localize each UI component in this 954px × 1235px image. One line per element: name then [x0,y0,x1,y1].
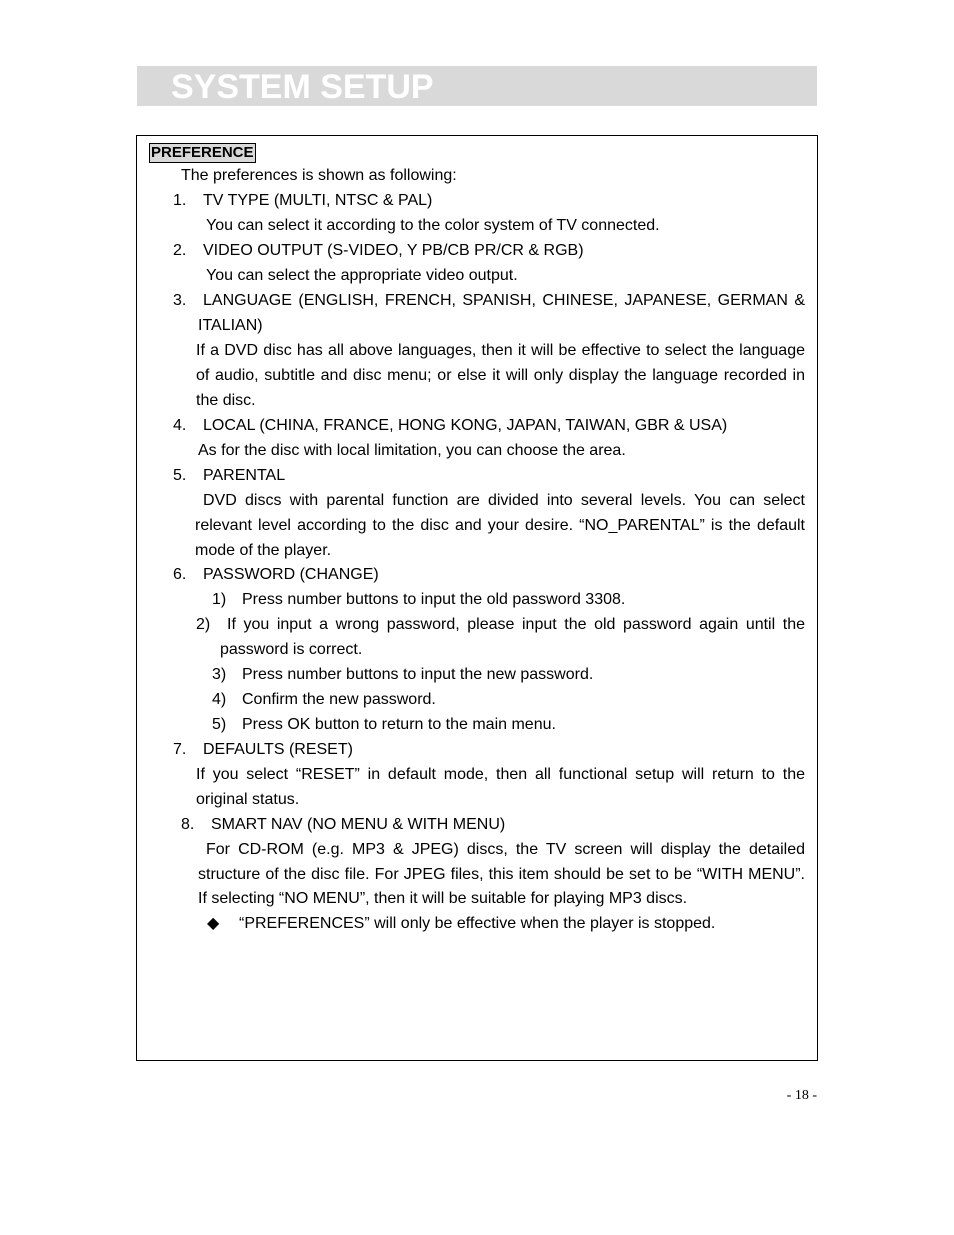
intro-text: The preferences is shown as following: [181,167,457,184]
item-3-title-line-2: ITALIAN) [198,317,263,334]
item-3-title-line-1: LANGUAGE (ENGLISH, FRENCH, SPANISH, CHINESE, JAPANESE, GERMAN & [203,292,805,309]
item-3-desc-line-2: of audio, subtitle and disc menu; or else it will only display the language recorded in [196,367,805,384]
note-text: “PREFERENCES” will only be effective when the player is stopped. [239,915,716,932]
item-4-desc: As for the disc with local limitation, you can choose the area. [198,442,626,459]
item-8-desc-line-3: If selecting “NO MENU”, then it will be suitable for playing MP3 discs. [198,890,688,907]
item-3-desc-line-3: the disc. [196,392,256,409]
item-8-title: SMART NAV (NO MENU & WITH MENU) [211,816,506,833]
item-1-desc: You can select it according to the color system of TV connected. [206,217,660,234]
step-2-text-line-1: If you input a wrong password, please input the old password again until the [227,616,805,633]
item-8-desc-line-2: structure of the disc file. For JPEG files, this item should be set to be “WITH MENU”. [198,866,805,883]
item-4-number: 4. [173,417,187,434]
step-4-text: Confirm the new password. [242,691,436,708]
content-box [136,135,818,1061]
item-6-title: PASSWORD (CHANGE) [203,566,379,583]
note-bullet-icon: ◆ [207,915,220,932]
step-1-number: 1) [212,591,227,608]
item-5-number: 5. [173,467,187,484]
step-5-number: 5) [212,716,227,733]
item-5-title: PARENTAL [203,467,286,484]
item-1-title: TV TYPE (MULTI, NTSC & PAL) [203,192,433,209]
title-bar [137,66,817,106]
item-1-number: 1. [173,192,187,209]
item-2-title: VIDEO OUTPUT (S-VIDEO, Y PB/CB PR/CR & RGB) [203,242,584,259]
page-number: - 18 - [786,1088,817,1103]
step-1-text: Press number buttons to input the old password 3308. [242,591,626,608]
item-8-number: 8. [181,816,195,833]
item-3-number: 3. [173,292,187,309]
section-heading: PREFERENCE [151,144,254,161]
item-7-desc-line-2: original status. [196,791,300,808]
item-3-desc-line-1: If a DVD disc has all above languages, then it will be effective to select the language [196,342,805,359]
step-3-number: 3) [212,666,227,683]
step-5-text: Press OK button to return to the main menu. [242,716,556,733]
item-4-title: LOCAL (CHINA, FRANCE, HONG KONG, JAPAN, TAIWAN, GBR & USA) [203,417,728,434]
step-2-number: 2) [196,616,211,633]
step-4-number: 4) [212,691,227,708]
step-3-text: Press number buttons to input the new password. [242,666,594,683]
item-7-title: DEFAULTS (RESET) [203,741,353,758]
item-2-number: 2. [173,242,187,259]
page-title: SYSTEM SETUP [171,68,434,106]
item-5-desc-line-1: DVD discs with parental function are divided into several levels. You can select [203,492,805,509]
item-6-number: 6. [173,566,187,583]
item-7-number: 7. [173,741,187,758]
step-2-text-line-2: password is correct. [220,641,363,658]
item-5-desc-line-2: relevant level according to the disc and your desire. “NO_PARENTAL” is the default [195,517,805,534]
item-5-desc-line-3: mode of the player. [195,542,332,559]
item-8-desc-line-1: For CD-ROM (e.g. MP3 & JPEG) discs, the TV screen will display the detailed [206,841,805,858]
item-7-desc-line-1: If you select “RESET” in default mode, then all functional setup will return to the [196,766,805,783]
item-2-desc: You can select the appropriate video output. [206,267,518,284]
